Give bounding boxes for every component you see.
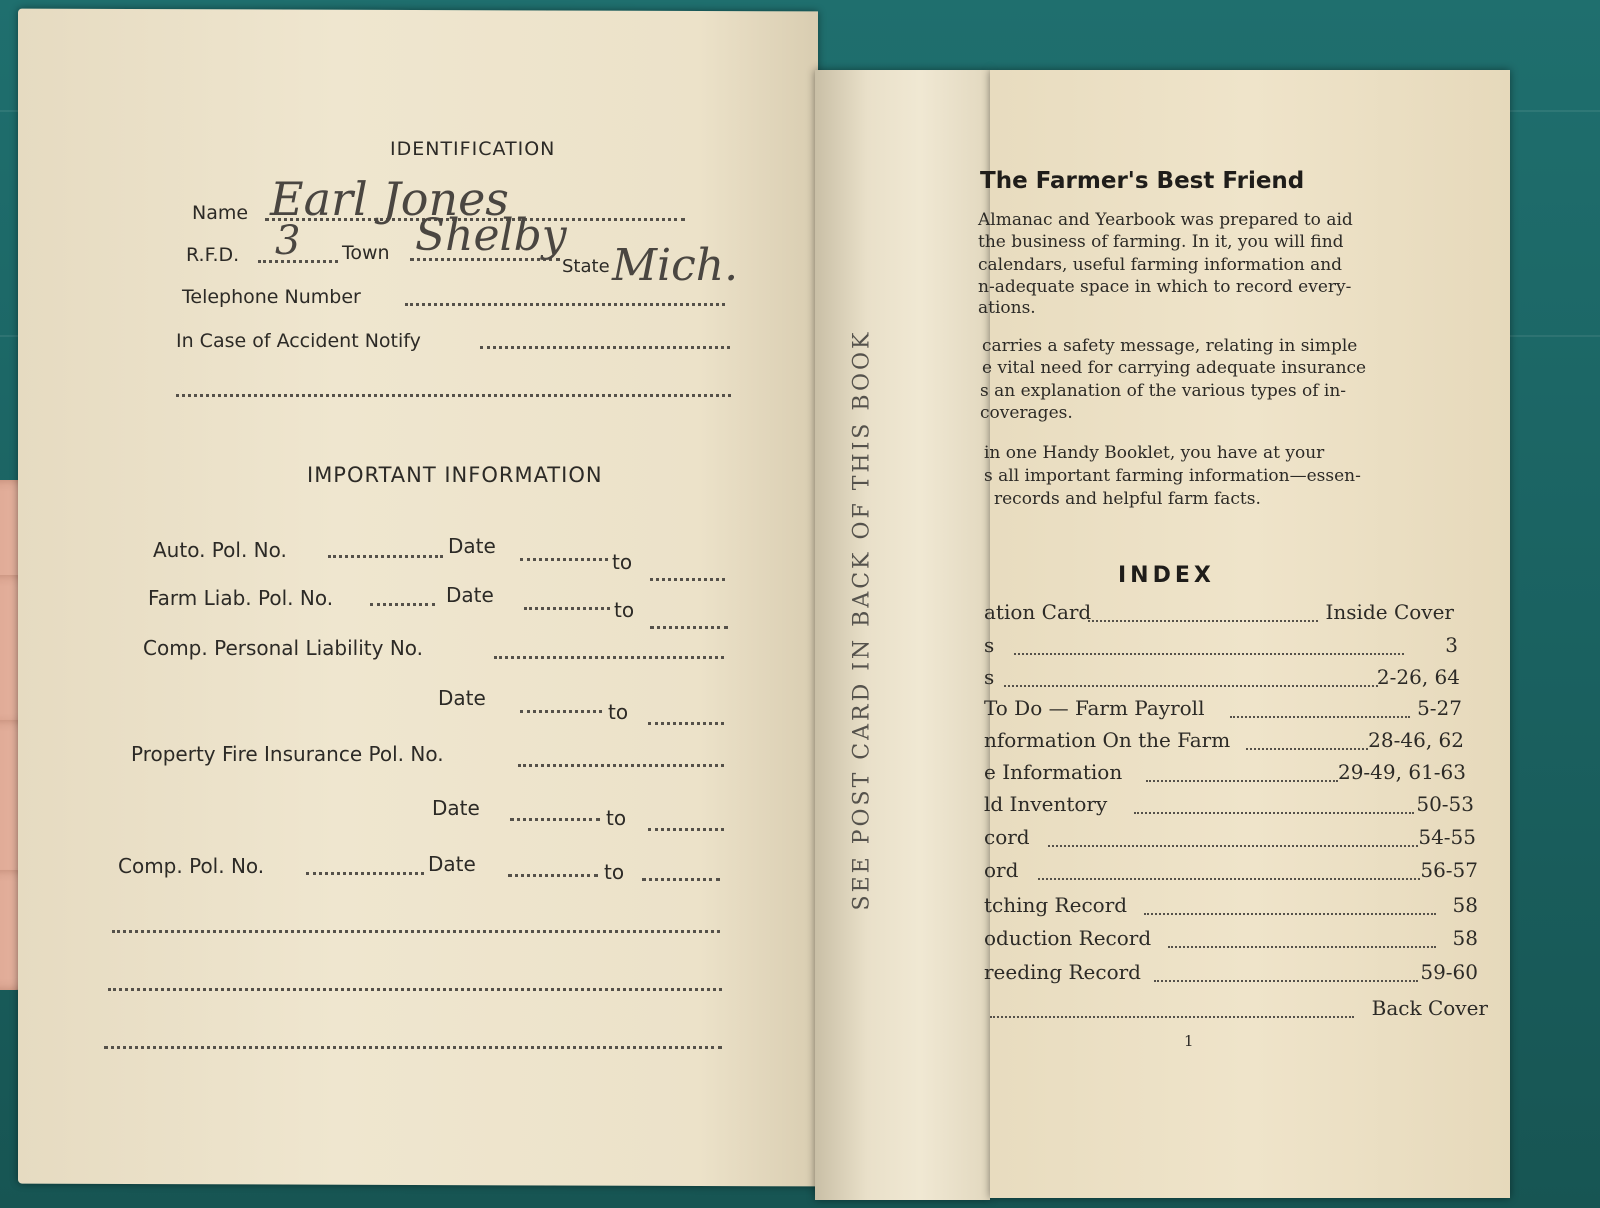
index-label: oduction Record (984, 926, 1152, 950)
index-row (984, 825, 1476, 853)
index-page: 5-27 (1417, 696, 1462, 720)
booklet-line: records and helpful farm facts. (994, 489, 1261, 509)
index-leader (1048, 845, 1418, 847)
accident-line-2 (176, 394, 731, 397)
index-leader (1154, 980, 1418, 982)
index-row (984, 728, 1464, 756)
index-page: Inside Cover (1325, 600, 1454, 624)
property-date-line (510, 818, 600, 821)
index-row (984, 633, 1458, 661)
index-row (984, 926, 1478, 954)
blank-line (112, 930, 720, 933)
farm-liab-label: Farm Liab. Pol. No. (148, 586, 334, 610)
index-row (984, 893, 1478, 921)
comp-personal-date-line (520, 710, 602, 713)
name-label: Name (192, 202, 249, 224)
farm-to-line (650, 626, 728, 629)
index-row (984, 792, 1474, 820)
index-label: ord (984, 858, 1019, 882)
property-to-label: to (606, 806, 627, 830)
post-card-notice: SEE POST CARD IN BACK OF THIS BOOK (849, 329, 875, 911)
blank-line (104, 1046, 722, 1049)
index-page: 54-55 (1418, 825, 1476, 849)
booklet-line: s all important farming information—essen- (984, 466, 1361, 486)
index-page: 2-26, 64 (1376, 665, 1460, 689)
comp-personal-to-label: to (608, 700, 629, 724)
intro-line: calendars, useful farming information and (978, 255, 1343, 275)
property-to-line (648, 828, 724, 831)
index-label: nformation On the Farm (984, 728, 1231, 752)
accident-line (480, 346, 730, 349)
property-fire-label: Property Fire Insurance Pol. No. (131, 742, 444, 766)
index-row (984, 996, 1488, 1024)
auto-to-label: to (612, 550, 633, 574)
index-leader (1038, 878, 1420, 880)
state-label: State (562, 256, 610, 277)
state-value-handwritten: Mich. (612, 240, 739, 291)
comp-personal-date-label: Date (438, 686, 486, 710)
index-label: e Information (984, 760, 1123, 784)
index-row (984, 696, 1462, 724)
comp-pol-label: Comp. Pol. No. (118, 854, 265, 878)
index-row (984, 760, 1466, 788)
safety-line: carries a safety message, relating in simple (982, 336, 1358, 356)
index-leader (1230, 716, 1410, 718)
telephone-line (405, 303, 725, 306)
index-row (984, 858, 1478, 886)
auto-date-label: Date (448, 534, 496, 558)
right-page-title: The Farmer's Best Friend (980, 168, 1305, 194)
index-heading: INDEX (1118, 563, 1215, 588)
blank-line (108, 988, 722, 991)
comp-pol-line (306, 872, 424, 875)
rfd-label: R.F.D. (186, 244, 240, 266)
index-leader (1246, 748, 1368, 750)
index-label: ld Inventory (984, 792, 1108, 816)
index-label: To Do — Farm Payroll (984, 696, 1205, 720)
index-leader (1004, 685, 1378, 687)
index-row (984, 600, 1454, 628)
town-value-handwritten: Shelby (415, 210, 567, 261)
comp-personal-to-line (648, 722, 724, 725)
rfd-value-handwritten: 3 (275, 218, 301, 264)
comp-pol-to-line (642, 878, 720, 881)
telephone-label: Telephone Number (182, 286, 361, 308)
intro-line: ations. (978, 298, 1036, 318)
page-number: 1 (1184, 1032, 1194, 1050)
property-date-label: Date (432, 796, 480, 820)
index-leader (1014, 653, 1404, 655)
index-row (984, 665, 1460, 693)
fold-strip (815, 70, 990, 1200)
intro-line: n-adequate space in which to record every- (978, 277, 1352, 297)
index-leader (990, 1016, 1354, 1018)
auto-to-line (650, 578, 725, 581)
index-page: 58 (1452, 893, 1478, 917)
index-label: tching Record (984, 893, 1128, 917)
safety-line: coverages. (980, 403, 1073, 423)
index-label: reeding Record (984, 960, 1141, 984)
farm-to-label: to (614, 598, 635, 622)
farm-date-label: Date (446, 583, 494, 607)
index-leader (1134, 812, 1414, 814)
farm-date-line (524, 607, 610, 610)
farm-liab-line (370, 603, 435, 606)
index-leader (1146, 780, 1338, 782)
index-row (984, 960, 1478, 988)
intro-line: the business of farming. In it, you will find (978, 232, 1344, 252)
index-leader (1168, 946, 1436, 948)
index-page: 58 (1452, 926, 1478, 950)
booklet-line: in one Handy Booklet, you have at your (984, 443, 1325, 463)
index-label: ation Card (984, 600, 1092, 624)
comp-personal-label: Comp. Personal Liability No. (143, 636, 424, 660)
accident-label: In Case of Accident Notify (176, 330, 421, 352)
index-page: 29-49, 61-63 (1337, 760, 1466, 784)
comp-pol-date-label: Date (428, 852, 476, 876)
comp-personal-line (494, 656, 724, 659)
index-label: s (984, 633, 995, 657)
comp-pol-date-line (508, 874, 598, 877)
index-page: 56-57 (1420, 858, 1478, 882)
index-leader (1088, 620, 1318, 622)
safety-line: e vital need for carrying adequate insurance (982, 358, 1367, 378)
index-page: Back Cover (1371, 996, 1488, 1020)
comp-pol-to-label: to (604, 860, 625, 884)
index-label: cord (984, 825, 1030, 849)
auto-pol-label: Auto. Pol. No. (153, 538, 287, 562)
auto-date-line (520, 558, 608, 561)
town-label: Town (342, 242, 390, 264)
index-page: 59-60 (1420, 960, 1478, 984)
index-label: s (984, 665, 995, 689)
property-fire-line (518, 764, 724, 767)
index-page: 50-53 (1416, 792, 1474, 816)
identification-heading: IDENTIFICATION (390, 138, 556, 160)
index-leader (1144, 913, 1436, 915)
name-value-handwritten: Earl Jones (270, 172, 509, 226)
index-page: 28-46, 62 (1368, 728, 1464, 752)
intro-line: Almanac and Yearbook was prepared to aid (978, 210, 1353, 230)
important-heading: IMPORTANT INFORMATION (307, 463, 603, 487)
auto-pol-line (328, 555, 443, 558)
safety-line: s an explanation of the various types of in- (980, 381, 1347, 401)
index-page: 3 (1445, 633, 1458, 657)
